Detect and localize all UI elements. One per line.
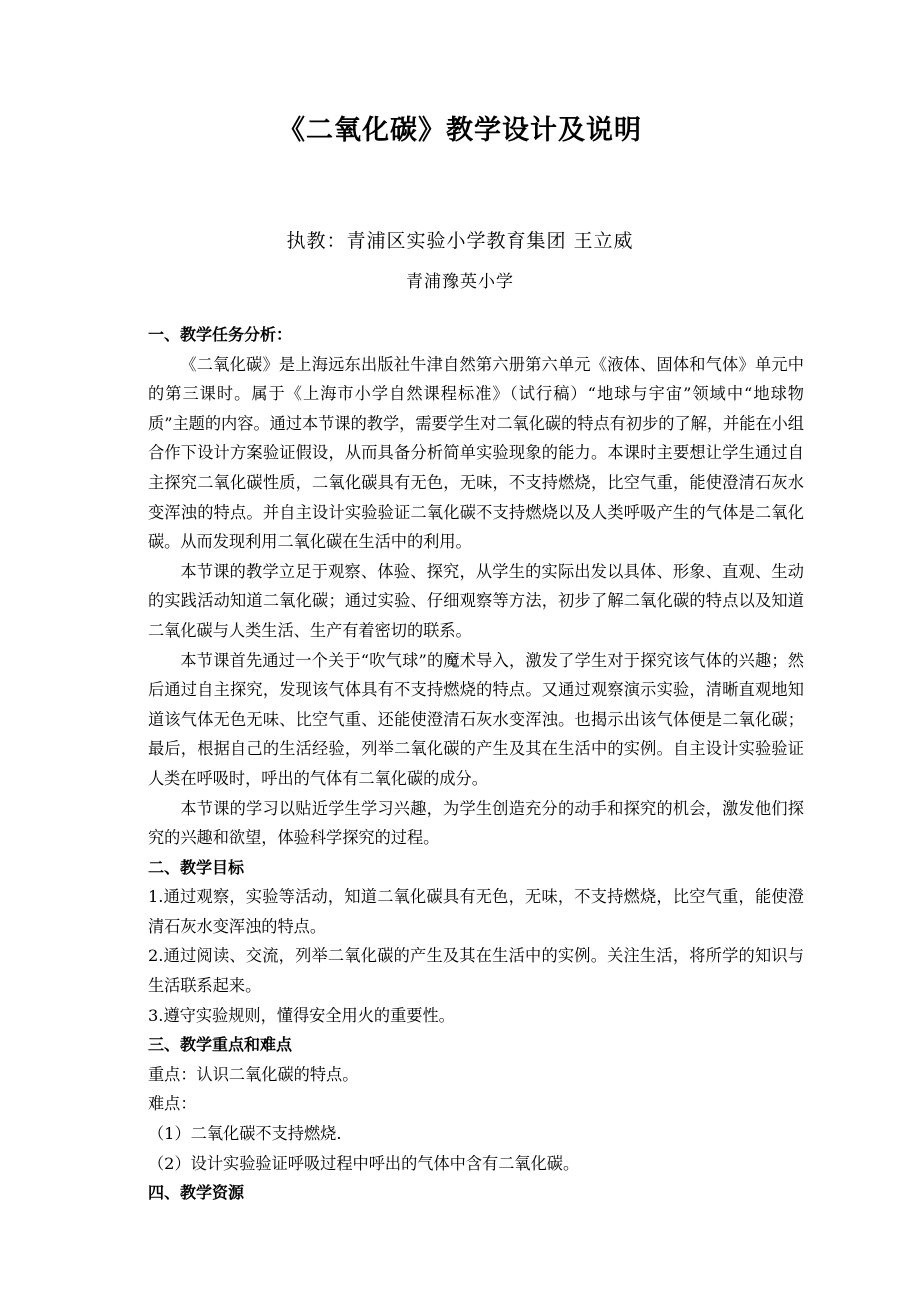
analysis-paragraph: 本节课首先通过一个关于“吹气球”的魔术导入，激发了学生对于探究该气体的兴趣；然后通过自主探究，发现该气体具有不支持燃烧的特点。又通过观察演示实验，清晰直观地知道该气体无色无味、比空气重、还能使澄清石灰水变浑浊。也揭示出该气体便是二氧化碳；最后，根据自己的生活经验，列举二氧化碳的产生及其在生活中的实例。自主设计实验验证人类在呼吸时，呼出的气体有二氧化碳的成分。 xyxy=(148,650,804,788)
goal-item: 3.遵守实验规则，懂得安全用火的重要性。 xyxy=(148,1005,455,1025)
analysis-paragraph: 本节课的学习以贴近学生学习兴趣，为学生创造充分的动手和探究的机会，激发他们探究的兴趣和欲望，体验科学探究的过程。 xyxy=(148,798,804,848)
byline-school: 青浦豫英小学 xyxy=(406,272,514,292)
difficulty-label: 难点： xyxy=(148,1094,197,1114)
document-title: 《二氧化碳》教学设计及说明 xyxy=(278,115,642,146)
section-heading-keypoints: 三、教学重点和难点 xyxy=(148,1035,293,1055)
difficulty-item: （1）二氧化碳不支持燃烧. xyxy=(148,1124,342,1144)
byline xyxy=(0,226,920,253)
byline-label: 执教： xyxy=(286,230,347,252)
byline-teacher: 王立威 xyxy=(573,230,634,252)
focus-point: 重点：认识二氧化碳的特点。 xyxy=(148,1064,359,1084)
goal-item: 1.通过观察，实验等活动，知道二氧化碳具有无色，无味，不支持燃烧，比空气重，能使澄清石灰水变浑浊的特点。 xyxy=(148,887,804,936)
analysis-paragraph: 《二氧化碳》是上海远东出版社牛津自然第六册第六单元《液体、固体和气体》单元中的第三课时。属于《上海市小学自然课程标准》（试行稿）“地球与宇宙”领域中“地球物质”主题的内容。通过本节课的教学，需要学生对二氧化碳的特点有初步的了解，并能在小组合作下设计方案验证假设，从而具备分析简单实验现象的能力。本课时主要想让学生通过自主探究二氧化碳性质，二氧化碳具有无色，无味，不支持燃烧，比空气重，能使澄清石灰水变浑浊的特点。并自主设计实验验证二氧化碳不支持燃烧以及人类呼吸产生的气体是二氧化碳。从而发现利用二氧化碳在生活中的利用。 xyxy=(148,354,804,552)
difficulty-item: （2）设计实验验证呼吸过程中呼出的气体中含有二氧化碳。 xyxy=(148,1153,580,1173)
section-heading-analysis: 一、教学任务分析： xyxy=(148,325,293,344)
byline-org: 青浦区实验小学教育集团 xyxy=(346,230,567,252)
section-heading-goals: 二、教学目标 xyxy=(148,857,245,877)
document-body xyxy=(148,320,804,1208)
analysis-paragraph: 本节课的教学立足于观察、体验、探究，从学生的实际出发以具体、形象、直观、生动的实践活动知道二氧化碳；通过实验、仔细观察等方法，初步了解二氧化碳的特点以及知道二氧化碳与人类生活、生产有着密切的联系。 xyxy=(148,561,804,640)
section-heading-resources: 四、教学资源 xyxy=(148,1183,245,1203)
goal-item: 2.通过阅读、交流，列举二氧化碳的产生及其在生活中的实例。关注生活，将所学的知识与生活联系起来。 xyxy=(148,946,804,996)
